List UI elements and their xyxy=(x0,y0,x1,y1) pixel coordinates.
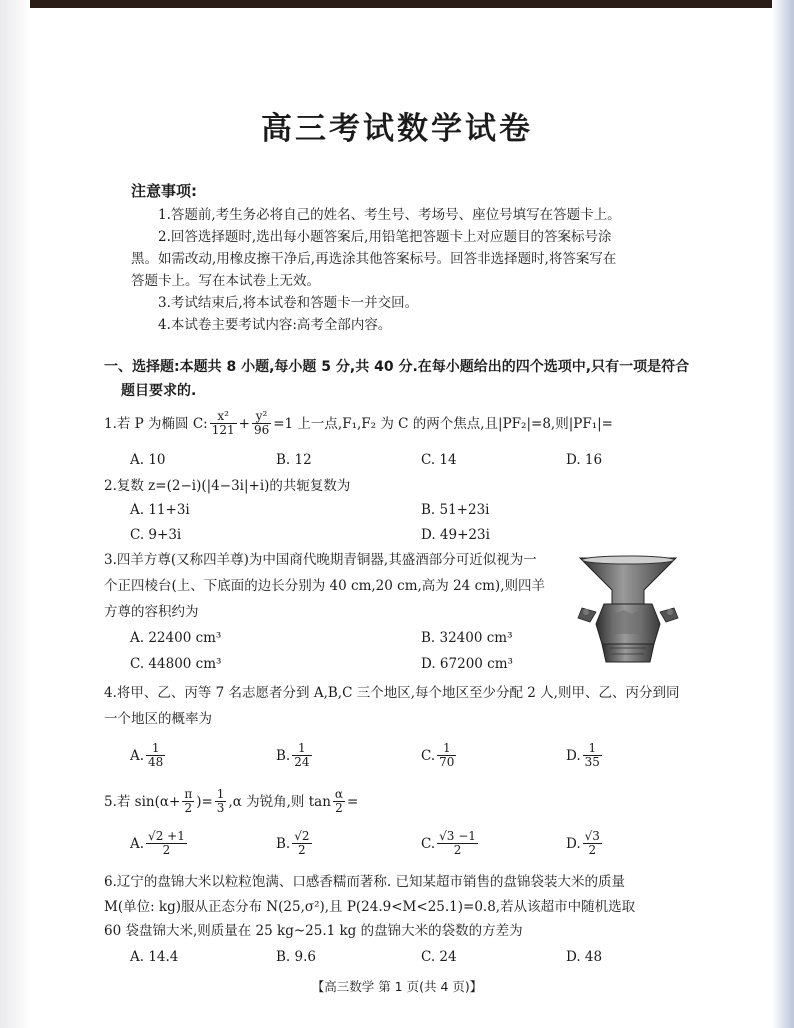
q5-third-den: 3 xyxy=(216,801,225,815)
page-title: 高三考试数学试卷 xyxy=(261,111,533,147)
notice-line-1: 1.答题前,考生务必将自己的姓名、考生号、考场号、座位号填写在答题卡上。 xyxy=(158,207,621,223)
q4-d-label: D. xyxy=(566,747,581,764)
question-3-line-1: 3.四羊方尊(又称四羊尊)为中国商代晚期青铜器,其盛酒部分可近似视为一 xyxy=(104,552,537,568)
question-6-line-2: M(单位: kg)服从正态分布 N(25,σ²),且 P(24.9<M<25.1)=0.8,若从该超市中随机选取 xyxy=(104,899,636,915)
q5-option-d xyxy=(566,828,604,859)
q5-alpha-num: α xyxy=(334,787,343,801)
question-3-line-3: 方尊的容积约为 xyxy=(104,604,199,620)
q1-option-b: B. 12 xyxy=(276,452,312,468)
q1-fy-num: y² xyxy=(252,410,271,424)
notice-line-2c: 答题卡上。写在本试卷上无效。 xyxy=(131,273,320,289)
q2-option-c: C. 9+3i xyxy=(130,527,182,543)
q4-c-label: C. xyxy=(421,747,436,764)
q5-b-num: √2 xyxy=(294,829,310,843)
q5-option-a xyxy=(130,828,189,859)
q4-option-b xyxy=(276,740,314,771)
bronze-vessel-image xyxy=(574,552,682,666)
q5-part-3: ,α 为锐角,则 tan xyxy=(228,793,331,810)
q4-b-den: 24 xyxy=(294,755,310,769)
q3-option-c: C. 44800 cm³ xyxy=(130,656,222,672)
q3-option-a: A. 22400 cm³ xyxy=(130,630,222,646)
q5-c-den: 2 xyxy=(453,843,462,857)
question-3-line-2: 个正四棱台(上、下底面的边长分别为 40 cm,20 cm,高为 24 cm),则四羊 xyxy=(104,578,545,594)
q4-a-fraction xyxy=(146,742,165,769)
q5-pi-den: 2 xyxy=(184,801,193,815)
q5-c-fraction xyxy=(437,830,478,857)
q5-a-fraction xyxy=(146,830,187,857)
page-footer: 【高三数学 第 1 页(共 4 页)】 xyxy=(311,979,483,994)
q5-pi-num: π xyxy=(184,787,193,801)
q4-b-num: 1 xyxy=(292,742,311,756)
q5-option-c xyxy=(421,828,480,859)
q1-plus: + xyxy=(238,415,250,432)
q5-b-den: 2 xyxy=(298,843,306,857)
q1-option-d: D. 16 xyxy=(566,452,603,468)
q5-part-1: 5.若 sin(α+ xyxy=(104,793,181,810)
notice-line-2: 2.回答选择题时,选出每小题答案后,用铅笔把答题卡上对应题目的答案标号涂 xyxy=(158,229,612,245)
q4-option-a xyxy=(130,740,167,771)
q4-b-label: B. xyxy=(276,747,291,764)
q5-option-b xyxy=(276,828,314,859)
q4-c-den: 70 xyxy=(439,755,455,769)
q4-a-num: 1 xyxy=(146,742,165,756)
question-6-line-3: 60 袋盘锦大米,则质量在 25 kg~25.1 kg 的盘锦大米的袋数的方差为 xyxy=(104,923,523,939)
q6-option-b: B. 9.6 xyxy=(276,949,316,965)
q5-third-num: 1 xyxy=(216,787,225,801)
q5-part-2: )= xyxy=(196,793,213,810)
q1-option-a: A. 10 xyxy=(130,452,166,468)
q1-fx-num: x² xyxy=(210,410,237,424)
section-1-heading-cont: 题目要求的. xyxy=(121,383,197,399)
q5-d-label: D. xyxy=(566,835,581,852)
q5-part-4: = xyxy=(347,793,359,810)
q2-option-a: A. 11+3i xyxy=(130,502,190,518)
q3-option-d: D. 67200 cm³ xyxy=(421,656,513,672)
q5-a-num: √2 +1 xyxy=(148,829,185,843)
question-6-line-1: 6.辽宁的盘锦大米以粒粒饱满、口感香糯而著称. 已知某超市销售的盘锦袋装大米的质量 xyxy=(104,874,625,890)
question-4-line-2: 一个地区的概率为 xyxy=(104,711,212,727)
q5-fraction-third xyxy=(215,788,227,815)
q2-option-b: B. 51+23i xyxy=(421,502,490,518)
q1-part-2: =1 上一点,F₁,F₂ 为 C 的两个焦点,且|PF₂|=8,则|PF₁|= xyxy=(273,415,613,432)
q5-d-num: √3 xyxy=(584,829,600,843)
notice-heading: 注意事项: xyxy=(131,182,197,200)
q5-fraction-alpha xyxy=(333,788,345,815)
q1-fraction-x xyxy=(210,410,237,437)
q4-c-num: 1 xyxy=(437,742,456,756)
q2-option-d: D. 49+23i xyxy=(421,527,490,543)
question-2-stem: 2.复数 z=(2−i)(|4−3i|+i)的共轭复数为 xyxy=(104,478,351,494)
q4-d-den: 35 xyxy=(584,755,600,769)
q6-option-a: A. 14.4 xyxy=(130,949,179,965)
q5-c-num: √3 −1 xyxy=(439,829,476,843)
q5-d-den: 2 xyxy=(588,843,597,857)
section-1-heading: 一、选择题:本题共 8 小题,每小题 5 分,共 40 分.在每小题给出的四个选项中,只有一项是符合 xyxy=(104,359,690,375)
q4-option-d xyxy=(566,740,604,771)
q3-option-b: B. 32400 cm³ xyxy=(421,630,513,646)
q4-b-fraction xyxy=(292,742,311,769)
q5-b-fraction xyxy=(292,830,311,857)
question-1-stem xyxy=(104,408,613,439)
q4-option-c xyxy=(421,740,458,771)
notice-line-2b: 黑。如需改动,用橡皮擦干净后,再选涂其他答案标号。回答非选择题时,将答案写在 xyxy=(131,251,617,267)
q6-option-c: C. 24 xyxy=(421,949,457,965)
q1-part-1: 1.若 P 为椭圆 C: xyxy=(104,415,208,432)
q6-option-d: D. 48 xyxy=(566,949,603,965)
q4-d-fraction xyxy=(583,742,602,769)
q1-fraction-y xyxy=(252,410,271,437)
q4-a-den: 48 xyxy=(148,755,164,769)
q5-fraction-pi xyxy=(182,788,194,815)
notice-line-4: 4.本试卷主要考试内容:高考全部内容。 xyxy=(158,317,392,333)
q5-d-fraction xyxy=(583,830,602,857)
q5-a-label: A. xyxy=(130,835,145,852)
q1-fx-den: 121 xyxy=(211,423,235,437)
q4-d-num: 1 xyxy=(583,742,602,756)
q5-alpha-den: 2 xyxy=(335,801,343,815)
q1-option-c: C. 14 xyxy=(421,452,457,468)
q5-c-label: C. xyxy=(421,835,436,852)
notice-line-3: 3.考试结束后,将本试卷和答题卡一并交回。 xyxy=(158,295,419,311)
q4-c-fraction xyxy=(437,742,456,769)
q5-a-den: 2 xyxy=(162,843,171,857)
q1-fy-den: 96 xyxy=(253,423,270,437)
q5-b-label: B. xyxy=(276,835,291,852)
question-4-line-1: 4.将甲、乙、丙等 7 名志愿者分到 A,B,C 三个地区,每个地区至少分配 2 人,则甲、乙、丙分到同 xyxy=(104,685,680,701)
q4-a-label: A. xyxy=(130,747,145,764)
question-5-stem xyxy=(104,786,358,817)
